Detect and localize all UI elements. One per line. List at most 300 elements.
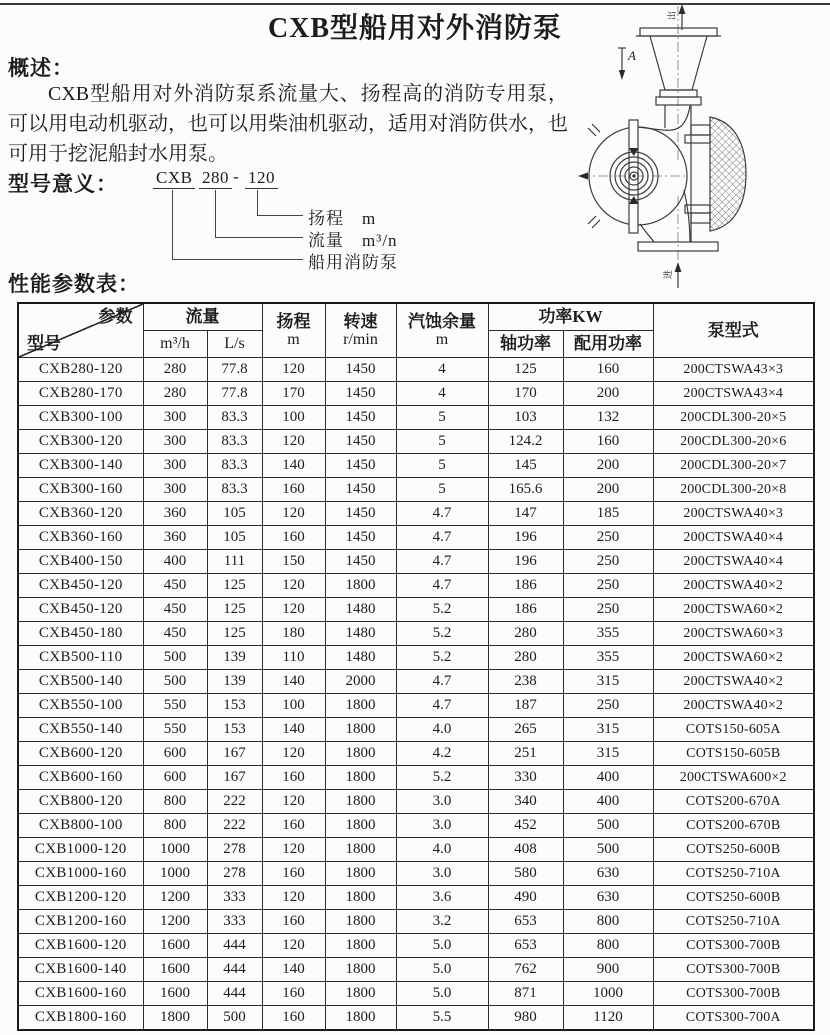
header-row-1 bbox=[18, 303, 814, 331]
value-cell: 300 bbox=[143, 430, 207, 454]
value-cell: 800 bbox=[143, 814, 207, 838]
value-cell: 165.6 bbox=[488, 478, 563, 502]
value-cell: 5.5 bbox=[396, 1006, 488, 1031]
value-cell: 124.2 bbox=[488, 430, 563, 454]
value-cell: 500 bbox=[207, 1006, 262, 1031]
value-cell: 600 bbox=[143, 766, 207, 790]
value-cell: 120 bbox=[262, 574, 325, 598]
pump-type-cell: COTS150-605A bbox=[653, 718, 814, 742]
pump-type-cell: 200CTSWA40×3 bbox=[653, 502, 814, 526]
value-cell: 630 bbox=[563, 862, 653, 886]
corner-label-parameter: 参数 bbox=[98, 307, 133, 326]
value-cell: 355 bbox=[563, 622, 653, 646]
value-cell: 200 bbox=[563, 478, 653, 502]
pump-type-cell: 200CTSWA43×3 bbox=[653, 358, 814, 382]
value-cell: 1450 bbox=[325, 382, 396, 406]
value-cell: 1480 bbox=[325, 622, 396, 646]
value-cell: 1800 bbox=[325, 934, 396, 958]
value-cell: 180 bbox=[262, 622, 325, 646]
value-cell: 3.0 bbox=[396, 790, 488, 814]
table-row bbox=[18, 886, 814, 910]
value-cell: 630 bbox=[563, 886, 653, 910]
value-cell: 160 bbox=[262, 862, 325, 886]
value-cell: 83.3 bbox=[207, 454, 262, 478]
pump-type-cell: 200CTSWA60×3 bbox=[653, 622, 814, 646]
value-cell: 200 bbox=[563, 382, 653, 406]
value-cell: 125 bbox=[207, 574, 262, 598]
pump-type-cell: COTS300-700B bbox=[653, 934, 814, 958]
value-cell: 132 bbox=[563, 406, 653, 430]
table-row bbox=[18, 982, 814, 1006]
header-flow-group: 流量 bbox=[143, 303, 262, 331]
value-cell: 1600 bbox=[143, 982, 207, 1006]
value-cell: 360 bbox=[143, 502, 207, 526]
model-code-prefix bbox=[153, 168, 195, 188]
model-cell: CXB500-110 bbox=[18, 646, 143, 670]
model-cell: CXB450-120 bbox=[18, 598, 143, 622]
table-row bbox=[18, 382, 814, 406]
value-cell: 4.7 bbox=[396, 502, 488, 526]
table-row bbox=[18, 1006, 814, 1031]
value-cell: 222 bbox=[207, 790, 262, 814]
value-cell: 900 bbox=[563, 958, 653, 982]
header-flow-m3h: m³/h bbox=[143, 331, 207, 358]
value-cell: 196 bbox=[488, 526, 563, 550]
value-cell: 5 bbox=[396, 478, 488, 502]
model-cell: CXB300-100 bbox=[18, 406, 143, 430]
pump-type-cell: 200CDL300-20×7 bbox=[653, 454, 814, 478]
value-cell: 340 bbox=[488, 790, 563, 814]
value-cell: 1800 bbox=[325, 742, 396, 766]
overview-heading: 概述： bbox=[8, 56, 74, 80]
table-row bbox=[18, 574, 814, 598]
pump-type-cell: 200CTSWA60×2 bbox=[653, 598, 814, 622]
value-cell: 1120 bbox=[563, 1006, 653, 1031]
pump-type-cell: COTS250-600B bbox=[653, 886, 814, 910]
value-cell: 5.0 bbox=[396, 958, 488, 982]
value-cell: 1800 bbox=[325, 1006, 396, 1031]
model-cell: CXB600-120 bbox=[18, 742, 143, 766]
value-cell: 800 bbox=[143, 790, 207, 814]
model-cell: CXB300-140 bbox=[18, 454, 143, 478]
value-cell: 145 bbox=[488, 454, 563, 478]
header-flow-ls: L/s bbox=[207, 331, 262, 358]
model-cell: CXB450-180 bbox=[18, 622, 143, 646]
value-cell: 444 bbox=[207, 958, 262, 982]
value-cell: 1800 bbox=[325, 910, 396, 934]
header-npsh bbox=[396, 303, 488, 358]
value-cell: 1450 bbox=[325, 430, 396, 454]
pump-drawing bbox=[570, 0, 830, 298]
pump-type-cell: COTS250-710A bbox=[653, 862, 814, 886]
value-cell: 83.3 bbox=[207, 430, 262, 454]
value-cell: 160 bbox=[262, 814, 325, 838]
model-code-head-text: 120 bbox=[245, 168, 278, 189]
value-cell: 100 bbox=[262, 406, 325, 430]
pump-type-cell: 200CTSWA40×2 bbox=[653, 694, 814, 718]
value-cell: 120 bbox=[262, 358, 325, 382]
value-cell: 170 bbox=[262, 382, 325, 406]
value-cell: 653 bbox=[488, 934, 563, 958]
value-cell: 5 bbox=[396, 430, 488, 454]
value-cell: 4.7 bbox=[396, 694, 488, 718]
model-cell: CXB360-120 bbox=[18, 502, 143, 526]
value-cell: 500 bbox=[143, 670, 207, 694]
value-cell: 2000 bbox=[325, 670, 396, 694]
value-cell: 139 bbox=[207, 670, 262, 694]
pump-type-cell: 200CTSWA40×2 bbox=[653, 574, 814, 598]
value-cell: 125 bbox=[207, 598, 262, 622]
callout-label-pump: 船用消防泵 bbox=[308, 253, 398, 272]
page-title: CXB型船用对外消防泵 bbox=[267, 13, 563, 44]
value-cell: 550 bbox=[143, 694, 207, 718]
outlet-label: 出 bbox=[667, 10, 677, 20]
value-cell: 1800 bbox=[325, 862, 396, 886]
pump-type-cell: COTS200-670A bbox=[653, 790, 814, 814]
header-rated-power: 配用功率 bbox=[563, 331, 653, 358]
model-cell: CXB1600-120 bbox=[18, 934, 143, 958]
pump-type-cell: COTS250-600B bbox=[653, 838, 814, 862]
value-cell: 1200 bbox=[143, 910, 207, 934]
pump-type-cell: 200CTSWA40×4 bbox=[653, 526, 814, 550]
value-cell: 280 bbox=[488, 646, 563, 670]
value-cell: 250 bbox=[563, 598, 653, 622]
value-cell: 762 bbox=[488, 958, 563, 982]
value-cell: 120 bbox=[262, 838, 325, 862]
value-cell: 5.2 bbox=[396, 646, 488, 670]
pump-type-cell: 200CTSWA60×2 bbox=[653, 646, 814, 670]
value-cell: 4 bbox=[396, 358, 488, 382]
table-row bbox=[18, 478, 814, 502]
value-cell: 5.0 bbox=[396, 934, 488, 958]
value-cell: 4.0 bbox=[396, 838, 488, 862]
value-cell: 120 bbox=[262, 742, 325, 766]
value-cell: 5.0 bbox=[396, 982, 488, 1006]
value-cell: 452 bbox=[488, 814, 563, 838]
value-cell: 238 bbox=[488, 670, 563, 694]
value-cell: 3.6 bbox=[396, 886, 488, 910]
value-cell: 871 bbox=[488, 982, 563, 1006]
pump-type-cell: COTS300-700A bbox=[653, 1006, 814, 1031]
overview-body: CXB型船用对外消防泵系流量大、扬程高的消防专用泵，可以用电动机驱动，也可以用柴油机驱动，适用对消防供水，也可用于挖泥船封水用泵。 bbox=[8, 83, 568, 165]
pump-type-cell: 200CTSWA40×2 bbox=[653, 670, 814, 694]
model-cell: CXB800-120 bbox=[18, 790, 143, 814]
table-row bbox=[18, 646, 814, 670]
table-row bbox=[18, 934, 814, 958]
pump-type-cell: 200CTSWA43×4 bbox=[653, 382, 814, 406]
value-cell: 450 bbox=[143, 622, 207, 646]
value-cell: 500 bbox=[143, 646, 207, 670]
value-cell: 120 bbox=[262, 886, 325, 910]
model-cell: CXB1000-160 bbox=[18, 862, 143, 886]
header-speed bbox=[325, 303, 396, 358]
value-cell: 120 bbox=[262, 790, 325, 814]
table-row bbox=[18, 406, 814, 430]
table-row bbox=[18, 502, 814, 526]
value-cell: 3.0 bbox=[396, 814, 488, 838]
value-cell: 1600 bbox=[143, 934, 207, 958]
pump-type-cell: COTS250-710A bbox=[653, 910, 814, 934]
header-head-unit: m bbox=[287, 331, 300, 349]
value-cell: 1450 bbox=[325, 454, 396, 478]
value-cell: 1450 bbox=[325, 358, 396, 382]
value-cell: 1000 bbox=[563, 982, 653, 1006]
value-cell: 125 bbox=[488, 358, 563, 382]
performance-table-body bbox=[18, 358, 814, 1031]
header-pump-type: 泵型式 bbox=[653, 303, 814, 358]
value-cell: 83.3 bbox=[207, 406, 262, 430]
table-row bbox=[18, 910, 814, 934]
value-cell: 1480 bbox=[325, 598, 396, 622]
value-cell: 200 bbox=[563, 454, 653, 478]
model-cell: CXB1600-140 bbox=[18, 958, 143, 982]
value-cell: 490 bbox=[488, 886, 563, 910]
model-cell: CXB1200-160 bbox=[18, 910, 143, 934]
table-row bbox=[18, 838, 814, 862]
pump-type-cell: COTS300-700B bbox=[653, 982, 814, 1006]
value-cell: 250 bbox=[563, 694, 653, 718]
value-cell: 251 bbox=[488, 742, 563, 766]
pump-type-cell: 200CTSWA600×2 bbox=[653, 766, 814, 790]
value-cell: 187 bbox=[488, 694, 563, 718]
performance-table bbox=[17, 302, 815, 1031]
value-cell: 186 bbox=[488, 574, 563, 598]
value-cell: 5.2 bbox=[396, 622, 488, 646]
value-cell: 5.2 bbox=[396, 598, 488, 622]
value-cell: 167 bbox=[207, 742, 262, 766]
section-label: A bbox=[628, 48, 636, 63]
table-row bbox=[18, 526, 814, 550]
pump-type-cell: 200CDL300-20×5 bbox=[653, 406, 814, 430]
pump-type-cell: 200CDL300-20×8 bbox=[653, 478, 814, 502]
model-cell: CXB1000-120 bbox=[18, 838, 143, 862]
value-cell: 980 bbox=[488, 1006, 563, 1031]
table-row bbox=[18, 742, 814, 766]
value-cell: 330 bbox=[488, 766, 563, 790]
corner-cell bbox=[18, 303, 143, 358]
model-code-head bbox=[245, 168, 278, 188]
value-cell: 140 bbox=[262, 718, 325, 742]
value-cell: 167 bbox=[207, 766, 262, 790]
value-cell: 5 bbox=[396, 454, 488, 478]
callout-label-head: 扬程 m bbox=[308, 209, 377, 228]
table-row bbox=[18, 958, 814, 982]
model-code-flow bbox=[199, 168, 232, 188]
value-cell: 1800 bbox=[143, 1006, 207, 1031]
value-cell: 4.7 bbox=[396, 670, 488, 694]
value-cell: 120 bbox=[262, 502, 325, 526]
value-cell: 1800 bbox=[325, 574, 396, 598]
table-row bbox=[18, 766, 814, 790]
value-cell: 250 bbox=[563, 526, 653, 550]
model-code-prefix-text: CXB bbox=[153, 168, 195, 189]
value-cell: 1450 bbox=[325, 478, 396, 502]
value-cell: 1800 bbox=[325, 838, 396, 862]
value-cell: 450 bbox=[143, 598, 207, 622]
header-npsh-name: 汽蚀余量 bbox=[408, 311, 476, 331]
value-cell: 1800 bbox=[325, 766, 396, 790]
table-row bbox=[18, 358, 814, 382]
value-cell: 120 bbox=[262, 934, 325, 958]
value-cell: 4.7 bbox=[396, 550, 488, 574]
value-cell: 105 bbox=[207, 502, 262, 526]
header-speed-unit: r/min bbox=[343, 331, 378, 349]
value-cell: 3.2 bbox=[396, 910, 488, 934]
value-cell: 1480 bbox=[325, 646, 396, 670]
coupling-guard bbox=[710, 117, 746, 231]
value-cell: 250 bbox=[563, 574, 653, 598]
value-cell: 550 bbox=[143, 718, 207, 742]
value-cell: 111 bbox=[207, 550, 262, 574]
value-cell: 170 bbox=[488, 382, 563, 406]
value-cell: 105 bbox=[207, 526, 262, 550]
value-cell: 300 bbox=[143, 454, 207, 478]
value-cell: 160 bbox=[262, 766, 325, 790]
value-cell: 1800 bbox=[325, 694, 396, 718]
value-cell: 4.2 bbox=[396, 742, 488, 766]
value-cell: 315 bbox=[563, 742, 653, 766]
model-cell: CXB300-160 bbox=[18, 478, 143, 502]
callout-line-pump bbox=[172, 190, 303, 260]
value-cell: 1800 bbox=[325, 718, 396, 742]
callout-label-flow: 流量 m³/n bbox=[308, 231, 398, 250]
value-cell: 315 bbox=[563, 670, 653, 694]
value-cell: 185 bbox=[563, 502, 653, 526]
model-cell: CXB550-140 bbox=[18, 718, 143, 742]
value-cell: 4.7 bbox=[396, 574, 488, 598]
value-cell: 1450 bbox=[325, 406, 396, 430]
value-cell: 125 bbox=[207, 622, 262, 646]
value-cell: 1000 bbox=[143, 838, 207, 862]
header-head bbox=[262, 303, 325, 358]
header-npsh-unit: m bbox=[435, 331, 449, 349]
performance-table-heading: 性能参数表： bbox=[8, 272, 140, 296]
value-cell: 160 bbox=[262, 1006, 325, 1031]
model-cell: CXB550-100 bbox=[18, 694, 143, 718]
model-meaning-heading: 型号意义： bbox=[8, 172, 118, 196]
value-cell: 1450 bbox=[325, 550, 396, 574]
value-cell: 1200 bbox=[143, 886, 207, 910]
model-cell: CXB600-160 bbox=[18, 766, 143, 790]
value-cell: 360 bbox=[143, 526, 207, 550]
value-cell: 1800 bbox=[325, 958, 396, 982]
value-cell: 150 bbox=[262, 550, 325, 574]
model-code-flow-text: 280 bbox=[199, 168, 232, 189]
value-cell: 140 bbox=[262, 670, 325, 694]
value-cell: 110 bbox=[262, 646, 325, 670]
value-cell: 160 bbox=[262, 982, 325, 1006]
table-row bbox=[18, 598, 814, 622]
table-row bbox=[18, 550, 814, 574]
corner-label-model: 型号 bbox=[27, 334, 61, 354]
value-cell: 160 bbox=[563, 358, 653, 382]
value-cell: 800 bbox=[563, 934, 653, 958]
value-cell: 103 bbox=[488, 406, 563, 430]
value-cell: 83.3 bbox=[207, 478, 262, 502]
value-cell: 250 bbox=[563, 550, 653, 574]
table-row bbox=[18, 622, 814, 646]
value-cell: 1450 bbox=[325, 502, 396, 526]
value-cell: 653 bbox=[488, 910, 563, 934]
value-cell: 333 bbox=[207, 886, 262, 910]
pump-type-cell: COTS300-700B bbox=[653, 958, 814, 982]
value-cell: 140 bbox=[262, 958, 325, 982]
value-cell: 280 bbox=[143, 382, 207, 406]
value-cell: 120 bbox=[262, 430, 325, 454]
value-cell: 186 bbox=[488, 598, 563, 622]
value-cell: 140 bbox=[262, 454, 325, 478]
model-cell: CXB360-160 bbox=[18, 526, 143, 550]
inlet-label: 进 bbox=[663, 269, 673, 279]
header-head-name: 扬程 bbox=[276, 311, 311, 331]
value-cell: 500 bbox=[563, 814, 653, 838]
table-row bbox=[18, 814, 814, 838]
value-cell: 1450 bbox=[325, 526, 396, 550]
pump-type-cell: COTS200-670B bbox=[653, 814, 814, 838]
value-cell: 600 bbox=[143, 742, 207, 766]
value-cell: 153 bbox=[207, 694, 262, 718]
value-cell: 160 bbox=[262, 526, 325, 550]
value-cell: 444 bbox=[207, 934, 262, 958]
model-cell: CXB800-100 bbox=[18, 814, 143, 838]
value-cell: 300 bbox=[143, 478, 207, 502]
value-cell: 160 bbox=[563, 430, 653, 454]
value-cell: 278 bbox=[207, 862, 262, 886]
value-cell: 300 bbox=[143, 406, 207, 430]
value-cell: 400 bbox=[563, 790, 653, 814]
value-cell: 355 bbox=[563, 646, 653, 670]
value-cell: 139 bbox=[207, 646, 262, 670]
value-cell: 278 bbox=[207, 838, 262, 862]
header-shaft-power: 轴功率 bbox=[488, 331, 563, 358]
model-cell: CXB450-120 bbox=[18, 574, 143, 598]
value-cell: 1800 bbox=[325, 982, 396, 1006]
pump-type-cell: 200CDL300-20×6 bbox=[653, 430, 814, 454]
value-cell: 4.0 bbox=[396, 718, 488, 742]
value-cell: 408 bbox=[488, 838, 563, 862]
value-cell: 800 bbox=[563, 910, 653, 934]
value-cell: 400 bbox=[143, 550, 207, 574]
value-cell: 280 bbox=[143, 358, 207, 382]
value-cell: 400 bbox=[563, 766, 653, 790]
value-cell: 4.7 bbox=[396, 526, 488, 550]
value-cell: 120 bbox=[262, 598, 325, 622]
model-cell: CXB280-170 bbox=[18, 382, 143, 406]
value-cell: 1800 bbox=[325, 814, 396, 838]
value-cell: 1800 bbox=[325, 886, 396, 910]
value-cell: 153 bbox=[207, 718, 262, 742]
table-row bbox=[18, 694, 814, 718]
value-cell: 444 bbox=[207, 982, 262, 1006]
value-cell: 5.2 bbox=[396, 766, 488, 790]
value-cell: 222 bbox=[207, 814, 262, 838]
header-speed-name: 转速 bbox=[343, 311, 378, 331]
value-cell: 160 bbox=[262, 478, 325, 502]
value-cell: 5 bbox=[396, 406, 488, 430]
value-cell: 196 bbox=[488, 550, 563, 574]
model-cell: CXB1600-160 bbox=[18, 982, 143, 1006]
model-cell: CXB500-140 bbox=[18, 670, 143, 694]
model-cell: CXB400-150 bbox=[18, 550, 143, 574]
table-row bbox=[18, 454, 814, 478]
value-cell: 265 bbox=[488, 718, 563, 742]
table-row bbox=[18, 718, 814, 742]
pump-type-cell: 200CTSWA40×4 bbox=[653, 550, 814, 574]
value-cell: 4 bbox=[396, 382, 488, 406]
value-cell: 100 bbox=[262, 694, 325, 718]
value-cell: 77.8 bbox=[207, 382, 262, 406]
model-cell: CXB1200-120 bbox=[18, 886, 143, 910]
